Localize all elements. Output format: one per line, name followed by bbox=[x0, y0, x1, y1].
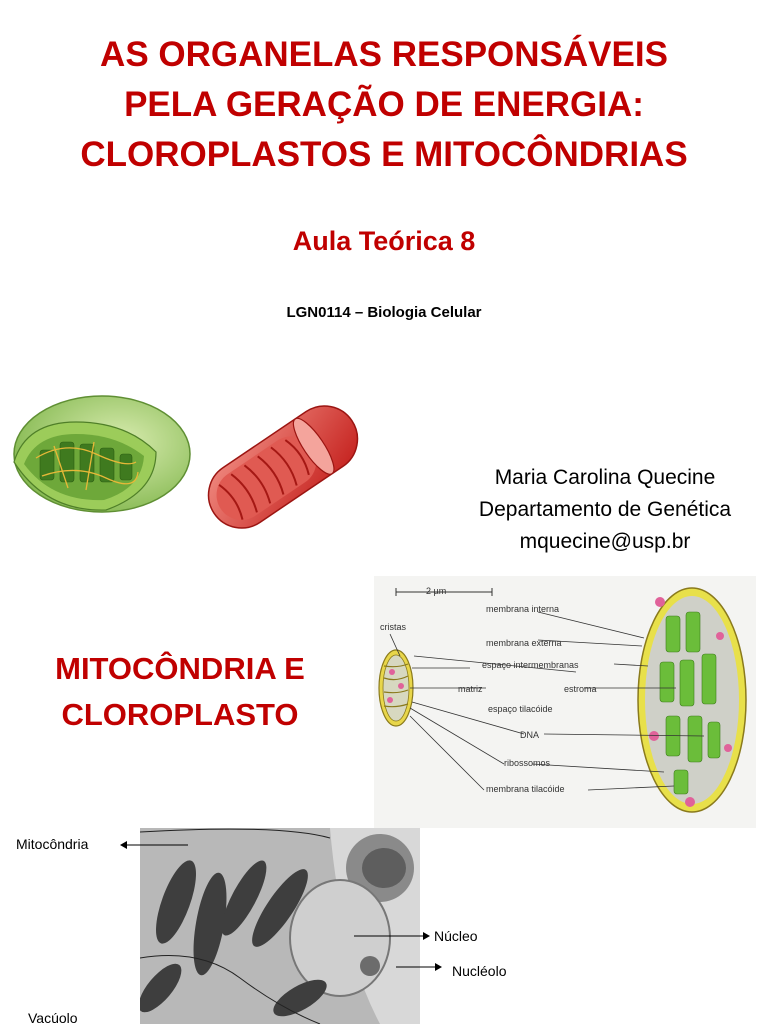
title-line-1: AS ORGANELAS RESPONSÁVEIS bbox=[100, 35, 668, 74]
author-block bbox=[440, 462, 768, 558]
section-heading-line-2: CLOROPLASTO bbox=[61, 697, 299, 732]
label-nucleolo: Nucléolo bbox=[452, 963, 507, 979]
label-ribossomos: ribossomos bbox=[504, 758, 551, 768]
micrograph-drawing bbox=[140, 828, 420, 1024]
title-line-3: CLOROPLASTOS E MITOCÔNDRIAS bbox=[80, 135, 688, 174]
organelle-diagram bbox=[374, 576, 756, 828]
author-name: Maria Carolina Quecine bbox=[494, 466, 716, 489]
chloroplast-illustration bbox=[6, 392, 194, 522]
label-matriz: matriz bbox=[458, 684, 483, 694]
slide-title bbox=[0, 30, 768, 180]
mitochondrion-illustration bbox=[198, 384, 368, 550]
author-department: Departamento de Genética bbox=[478, 498, 732, 521]
label-espaco-intermembranas: espaço intermembranas bbox=[482, 660, 579, 670]
section-heading-line-1: MITOCÔNDRIA E bbox=[55, 651, 305, 686]
section-heading bbox=[30, 646, 330, 738]
author-email[interactable]: mquecine@usp.br bbox=[519, 530, 691, 553]
label-espaco-tilacoide: espaço tilacóide bbox=[488, 704, 553, 714]
label-nucleo: Núcleo bbox=[434, 928, 478, 944]
organelle-diagram-drawing bbox=[374, 576, 756, 828]
mitocondria-arrow bbox=[120, 838, 190, 852]
course-code: LGN0114 – Biologia Celular bbox=[286, 304, 482, 321]
label-dna: DNA bbox=[520, 730, 540, 740]
label-vacuolo: Vacúolo bbox=[28, 1010, 78, 1026]
label-membrana-externa: membrana externa bbox=[486, 638, 562, 648]
scale-label: 2 µm bbox=[426, 586, 447, 596]
label-mitocondria: Mitocôndria bbox=[16, 836, 89, 852]
nucleo-arrow bbox=[354, 929, 430, 943]
label-membrana-interna: membrana interna bbox=[486, 604, 560, 614]
nucleolo-arrow bbox=[396, 960, 442, 974]
title-line-2: PELA GERAÇÃO DE ENERGIA: bbox=[124, 85, 644, 124]
label-estroma: estroma bbox=[564, 684, 597, 694]
label-cristas: cristas bbox=[380, 622, 407, 632]
electron-micrograph bbox=[140, 828, 420, 1024]
label-membrana-tilacoide: membrana tilacóide bbox=[486, 784, 565, 794]
lecture-subtitle: Aula Teórica 8 bbox=[292, 226, 476, 256]
